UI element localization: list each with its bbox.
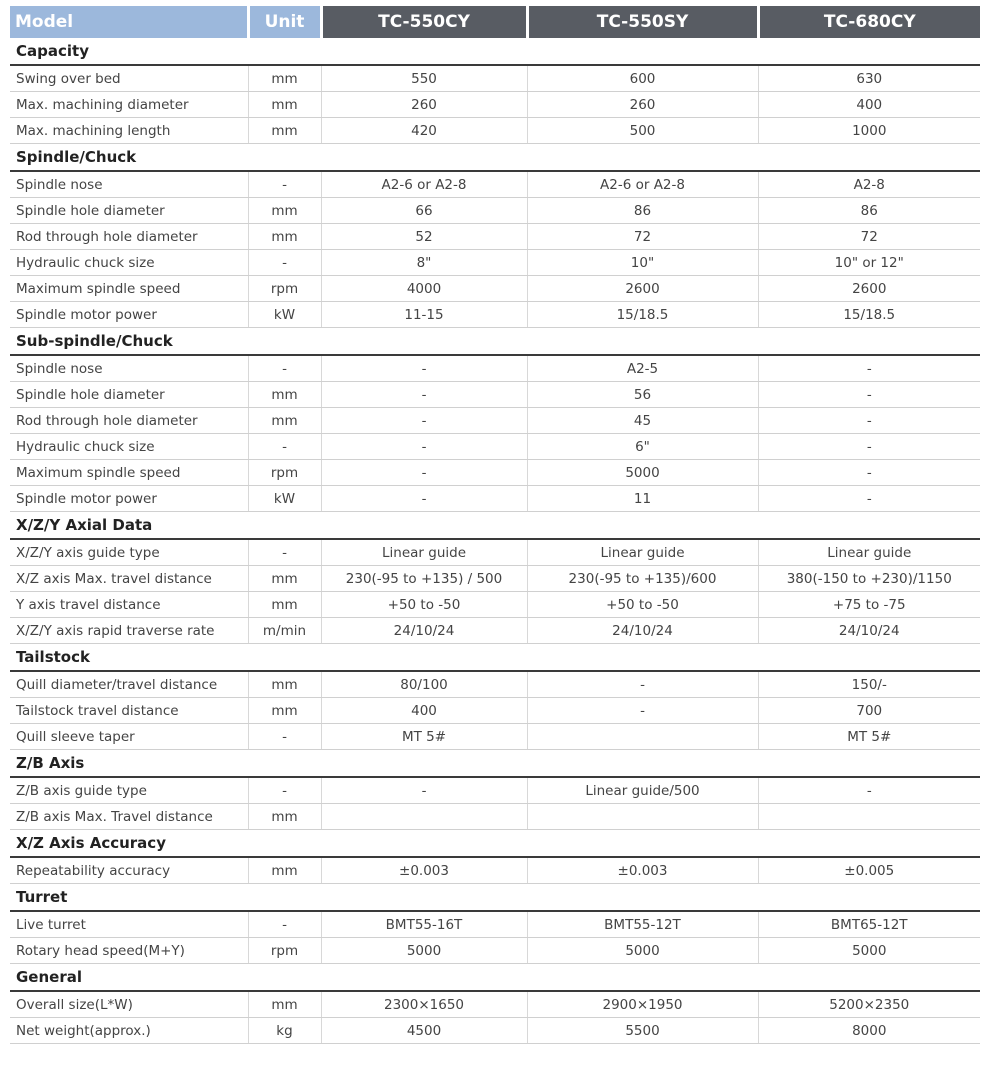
table-row bbox=[10, 698, 980, 724]
spec-value: 4500 bbox=[321, 1018, 527, 1044]
section-title: Spindle/Chuck bbox=[10, 144, 980, 172]
section-row bbox=[10, 750, 980, 778]
spec-name: Max. machining length bbox=[10, 118, 248, 144]
section-row bbox=[10, 884, 980, 912]
table-row bbox=[10, 302, 980, 328]
spec-value: 15/18.5 bbox=[758, 302, 980, 328]
spec-unit: rpm bbox=[248, 938, 321, 964]
spec-value: 2600 bbox=[527, 276, 758, 302]
spec-value: +75 to -75 bbox=[758, 592, 980, 618]
spec-value: 10" or 12" bbox=[758, 250, 980, 276]
spec-name: Quill sleeve taper bbox=[10, 724, 248, 750]
spec-value: 5000 bbox=[321, 938, 527, 964]
spec-name: Hydraulic chuck size bbox=[10, 434, 248, 460]
spec-value: 230(-95 to +135)/600 bbox=[527, 566, 758, 592]
spec-name: Repeatability accuracy bbox=[10, 857, 248, 884]
section-title: X/Z/Y Axial Data bbox=[10, 512, 980, 540]
section-row bbox=[10, 328, 980, 356]
spec-name: Live turret bbox=[10, 911, 248, 938]
spec-value: 8" bbox=[321, 250, 527, 276]
spec-value: 260 bbox=[527, 92, 758, 118]
spec-value: 700 bbox=[758, 698, 980, 724]
spec-name: Tailstock travel distance bbox=[10, 698, 248, 724]
table-row bbox=[10, 804, 980, 830]
spec-value: A2-8 bbox=[758, 171, 980, 198]
spec-name: Net weight(approx.) bbox=[10, 1018, 248, 1044]
spec-unit: mm bbox=[248, 118, 321, 144]
spec-unit: - bbox=[248, 911, 321, 938]
spec-value: Linear guide bbox=[758, 539, 980, 566]
spec-unit: mm bbox=[248, 566, 321, 592]
spec-value: BMT65-12T bbox=[758, 911, 980, 938]
spec-name: Spindle motor power bbox=[10, 486, 248, 512]
spec-value: - bbox=[321, 486, 527, 512]
spec-unit: mm bbox=[248, 991, 321, 1018]
table-row bbox=[10, 938, 980, 964]
spec-value: ±0.003 bbox=[321, 857, 527, 884]
spec-value: - bbox=[321, 382, 527, 408]
spec-value: 52 bbox=[321, 224, 527, 250]
spec-name: Maximum spindle speed bbox=[10, 276, 248, 302]
spec-value: 6" bbox=[527, 434, 758, 460]
model-header: Model bbox=[10, 6, 248, 38]
spec-value: ±0.005 bbox=[758, 857, 980, 884]
section-row bbox=[10, 38, 980, 65]
spec-value bbox=[527, 804, 758, 830]
section-row bbox=[10, 964, 980, 992]
spec-value: 80/100 bbox=[321, 671, 527, 698]
spec-value: 10" bbox=[527, 250, 758, 276]
spec-value: - bbox=[527, 698, 758, 724]
spec-value: - bbox=[527, 671, 758, 698]
spec-value: 230(-95 to +135) / 500 bbox=[321, 566, 527, 592]
spec-value: MT 5# bbox=[758, 724, 980, 750]
spec-unit: - bbox=[248, 250, 321, 276]
spec-unit: mm bbox=[248, 198, 321, 224]
spec-value: BMT55-12T bbox=[527, 911, 758, 938]
section-row bbox=[10, 644, 980, 672]
table-row bbox=[10, 724, 980, 750]
spec-name: X/Z/Y axis guide type bbox=[10, 539, 248, 566]
spec-value: - bbox=[758, 382, 980, 408]
spec-value: - bbox=[321, 355, 527, 382]
spec-name: Hydraulic chuck size bbox=[10, 250, 248, 276]
section-title: X/Z Axis Accuracy bbox=[10, 830, 980, 858]
table-row bbox=[10, 1018, 980, 1044]
spec-value: A2-6 or A2-8 bbox=[527, 171, 758, 198]
table-row bbox=[10, 991, 980, 1018]
table-row bbox=[10, 857, 980, 884]
spec-value: 1000 bbox=[758, 118, 980, 144]
spec-value: 260 bbox=[321, 92, 527, 118]
spec-value: - bbox=[758, 434, 980, 460]
spec-name: Spindle nose bbox=[10, 355, 248, 382]
spec-value: 24/10/24 bbox=[527, 618, 758, 644]
spec-unit: mm bbox=[248, 382, 321, 408]
table-row bbox=[10, 276, 980, 302]
section-row bbox=[10, 830, 980, 858]
spec-value: - bbox=[321, 460, 527, 486]
spec-value: - bbox=[321, 434, 527, 460]
spec-value: 2300×1650 bbox=[321, 991, 527, 1018]
spec-name: Rotary head speed(M+Y) bbox=[10, 938, 248, 964]
spec-name: Spindle nose bbox=[10, 171, 248, 198]
table-row bbox=[10, 408, 980, 434]
spec-value: 72 bbox=[527, 224, 758, 250]
spec-value: 630 bbox=[758, 65, 980, 92]
spec-value: A2-6 or A2-8 bbox=[321, 171, 527, 198]
table-row bbox=[10, 434, 980, 460]
spec-name: Maximum spindle speed bbox=[10, 460, 248, 486]
spec-value: 380(-150 to +230)/1150 bbox=[758, 566, 980, 592]
section-title: Capacity bbox=[10, 38, 980, 65]
spec-value: 45 bbox=[527, 408, 758, 434]
spec-value: 5500 bbox=[527, 1018, 758, 1044]
table-row bbox=[10, 250, 980, 276]
table-row bbox=[10, 777, 980, 804]
table-row bbox=[10, 65, 980, 92]
spec-value: 5000 bbox=[758, 938, 980, 964]
table-row bbox=[10, 618, 980, 644]
table-row bbox=[10, 198, 980, 224]
unit-header: Unit bbox=[248, 6, 321, 38]
spec-unit: - bbox=[248, 355, 321, 382]
spec-body bbox=[10, 38, 980, 1044]
spec-name: Max. machining diameter bbox=[10, 92, 248, 118]
spec-name: Spindle motor power bbox=[10, 302, 248, 328]
spec-value: A2-5 bbox=[527, 355, 758, 382]
spec-value: Linear guide bbox=[527, 539, 758, 566]
spec-unit: - bbox=[248, 171, 321, 198]
table-row bbox=[10, 592, 980, 618]
table-row bbox=[10, 355, 980, 382]
spec-unit: mm bbox=[248, 592, 321, 618]
spec-value: - bbox=[758, 408, 980, 434]
spec-value: 500 bbox=[527, 118, 758, 144]
section-title: Z/B Axis bbox=[10, 750, 980, 778]
spec-unit: rpm bbox=[248, 276, 321, 302]
spec-unit: kg bbox=[248, 1018, 321, 1044]
spec-unit: mm bbox=[248, 857, 321, 884]
spec-name: Z/B axis Max. Travel distance bbox=[10, 804, 248, 830]
table-row bbox=[10, 382, 980, 408]
section-title: Turret bbox=[10, 884, 980, 912]
spec-name: X/Z/Y axis rapid traverse rate bbox=[10, 618, 248, 644]
spec-value: +50 to -50 bbox=[321, 592, 527, 618]
table-row bbox=[10, 224, 980, 250]
spec-unit: mm bbox=[248, 804, 321, 830]
spec-value: 66 bbox=[321, 198, 527, 224]
spec-unit: mm bbox=[248, 65, 321, 92]
spec-value: +50 to -50 bbox=[527, 592, 758, 618]
spec-value: 15/18.5 bbox=[527, 302, 758, 328]
spec-name: Z/B axis guide type bbox=[10, 777, 248, 804]
spec-table bbox=[10, 6, 980, 1044]
spec-value: MT 5# bbox=[321, 724, 527, 750]
spec-value: Linear guide/500 bbox=[527, 777, 758, 804]
section-row bbox=[10, 512, 980, 540]
table-row bbox=[10, 486, 980, 512]
spec-value: - bbox=[321, 777, 527, 804]
spec-value: 5000 bbox=[527, 938, 758, 964]
table-row bbox=[10, 671, 980, 698]
spec-value: 5000 bbox=[527, 460, 758, 486]
spec-value: 2900×1950 bbox=[527, 991, 758, 1018]
spec-name: Rod through hole diameter bbox=[10, 224, 248, 250]
spec-value bbox=[527, 724, 758, 750]
spec-unit: kW bbox=[248, 302, 321, 328]
spec-name: Overall size(L*W) bbox=[10, 991, 248, 1018]
spec-value: - bbox=[758, 486, 980, 512]
spec-value: 86 bbox=[527, 198, 758, 224]
spec-unit: mm bbox=[248, 698, 321, 724]
table-row bbox=[10, 566, 980, 592]
spec-unit: - bbox=[248, 434, 321, 460]
spec-value: - bbox=[758, 355, 980, 382]
spec-value: 2600 bbox=[758, 276, 980, 302]
table-row bbox=[10, 911, 980, 938]
spec-unit: mm bbox=[248, 92, 321, 118]
spec-name: Spindle hole diameter bbox=[10, 382, 248, 408]
header-row bbox=[10, 6, 980, 38]
spec-value: 86 bbox=[758, 198, 980, 224]
spec-name: Y axis travel distance bbox=[10, 592, 248, 618]
spec-name: Rod through hole diameter bbox=[10, 408, 248, 434]
spec-unit: - bbox=[248, 724, 321, 750]
spec-value: 400 bbox=[321, 698, 527, 724]
model-column-header: TC-550CY bbox=[321, 6, 527, 38]
spec-unit: kW bbox=[248, 486, 321, 512]
spec-value: 420 bbox=[321, 118, 527, 144]
spec-value: 150/- bbox=[758, 671, 980, 698]
spec-name: X/Z axis Max. travel distance bbox=[10, 566, 248, 592]
spec-value: 5200×2350 bbox=[758, 991, 980, 1018]
table-row bbox=[10, 92, 980, 118]
spec-value bbox=[758, 804, 980, 830]
model-column-header: TC-680CY bbox=[758, 6, 980, 38]
spec-value: ±0.003 bbox=[527, 857, 758, 884]
model-column-header: TC-550SY bbox=[527, 6, 758, 38]
spec-value bbox=[321, 804, 527, 830]
section-title: Sub-spindle/Chuck bbox=[10, 328, 980, 356]
spec-unit: - bbox=[248, 539, 321, 566]
spec-value: 550 bbox=[321, 65, 527, 92]
table-row bbox=[10, 118, 980, 144]
spec-value: 600 bbox=[527, 65, 758, 92]
spec-value: 24/10/24 bbox=[321, 618, 527, 644]
spec-value: - bbox=[758, 777, 980, 804]
table-row bbox=[10, 460, 980, 486]
spec-value: 4000 bbox=[321, 276, 527, 302]
spec-value: 56 bbox=[527, 382, 758, 408]
spec-name: Quill diameter/travel distance bbox=[10, 671, 248, 698]
spec-unit: mm bbox=[248, 671, 321, 698]
table-row bbox=[10, 171, 980, 198]
spec-value: - bbox=[758, 460, 980, 486]
spec-value: 24/10/24 bbox=[758, 618, 980, 644]
spec-value: 72 bbox=[758, 224, 980, 250]
spec-unit: m/min bbox=[248, 618, 321, 644]
spec-value: 8000 bbox=[758, 1018, 980, 1044]
table-row bbox=[10, 539, 980, 566]
section-title: General bbox=[10, 964, 980, 992]
spec-value: - bbox=[321, 408, 527, 434]
spec-unit: rpm bbox=[248, 460, 321, 486]
spec-value: 11 bbox=[527, 486, 758, 512]
spec-name: Spindle hole diameter bbox=[10, 198, 248, 224]
section-title: Tailstock bbox=[10, 644, 980, 672]
spec-name: Swing over bed bbox=[10, 65, 248, 92]
spec-unit: mm bbox=[248, 224, 321, 250]
section-row bbox=[10, 144, 980, 172]
spec-unit: mm bbox=[248, 408, 321, 434]
spec-value: Linear guide bbox=[321, 539, 527, 566]
spec-value: BMT55-16T bbox=[321, 911, 527, 938]
spec-unit: - bbox=[248, 777, 321, 804]
spec-value: 11-15 bbox=[321, 302, 527, 328]
spec-value: 400 bbox=[758, 92, 980, 118]
